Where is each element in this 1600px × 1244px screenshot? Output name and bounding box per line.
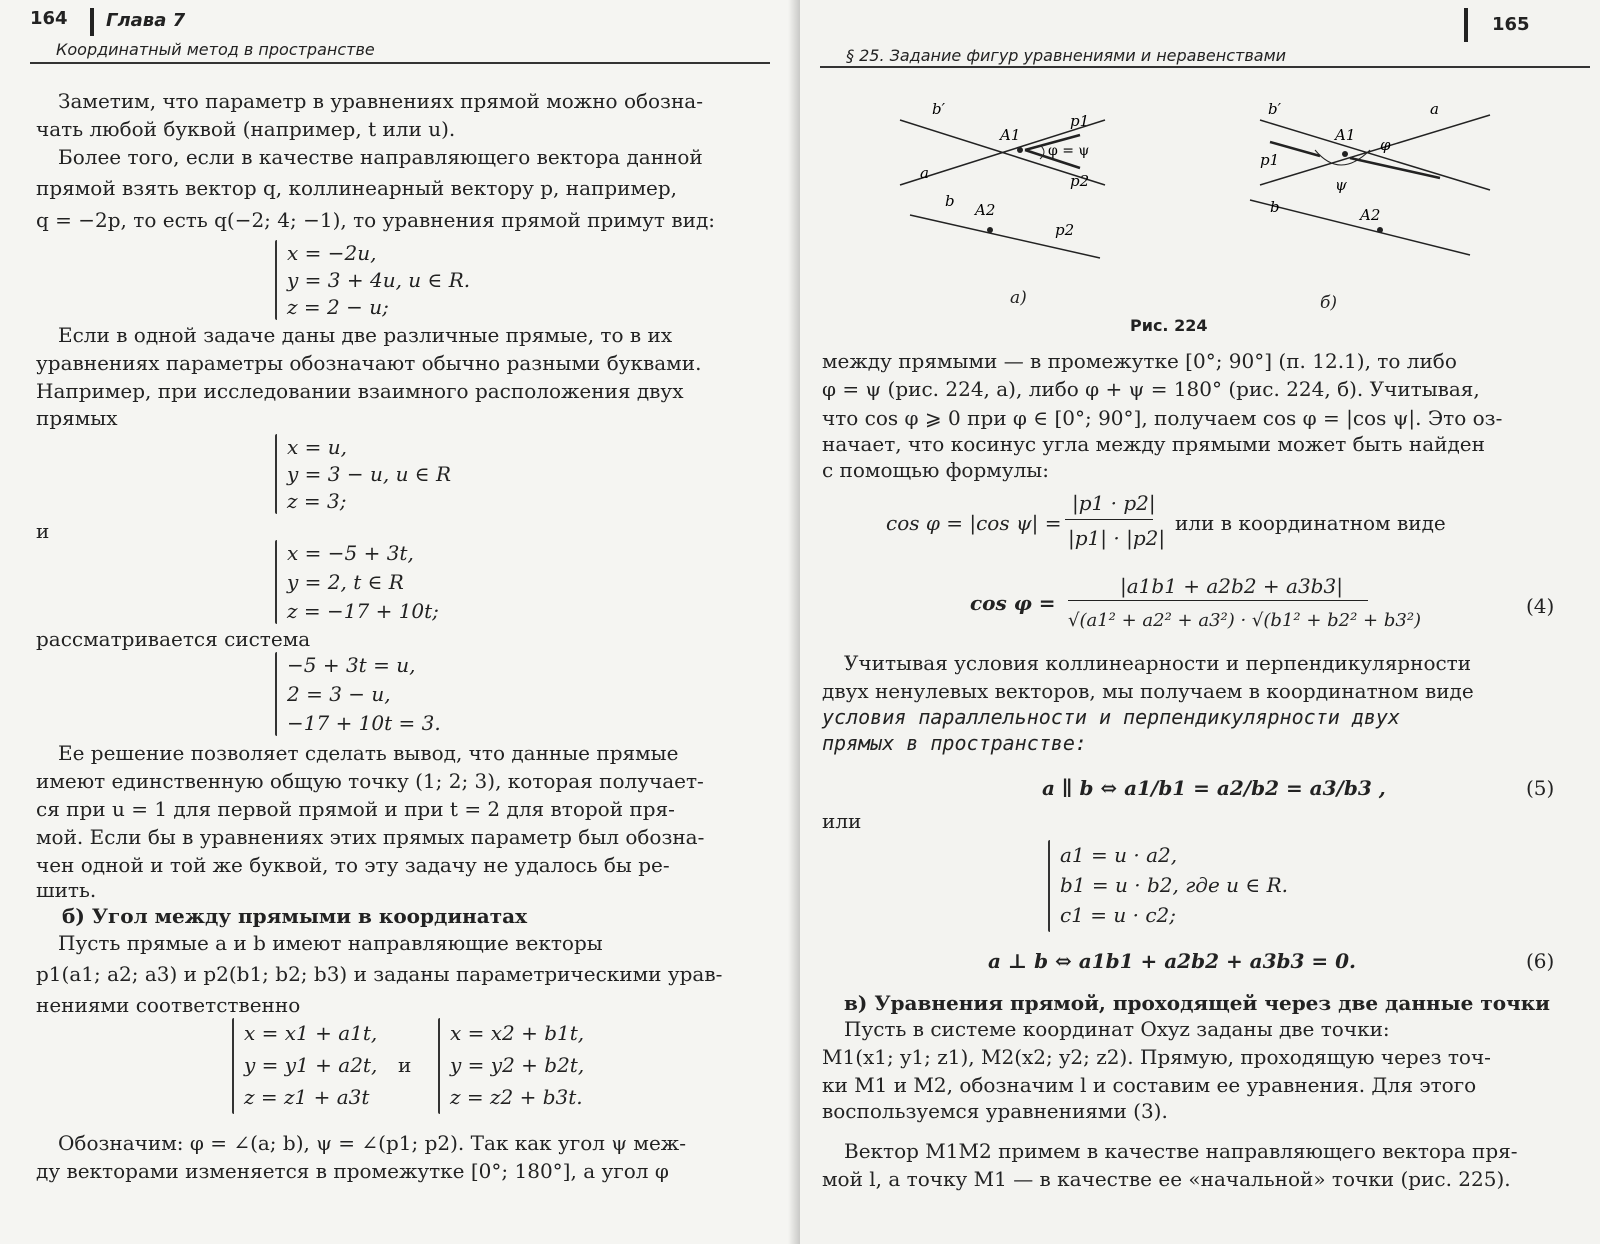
equation-number: (4) [1526,594,1555,618]
equation-line: y = y1 + a2t, [244,1053,378,1077]
header-bar [90,8,94,36]
equation-line: x = −5 + 3t, [287,541,414,565]
text-line: ся при u = 1 для первой прямой и при t = 2 для второй пря- [36,797,675,821]
text-line: q = −2p, то есть q(−2; 4; −1), то уравнения прямой примут вид: [36,208,715,232]
equation-system [275,652,441,736]
fig-label: A2 [1360,206,1381,224]
fig-label: a [920,164,929,182]
text-line: ду векторами изменяется в промежутке [0°; 180°], а угол φ [36,1159,669,1183]
text-line: Пусть прямые a и b имеют направляющие векторы [58,931,603,955]
equation-system [438,1018,585,1114]
text-line: Пусть в системе координат Oxyz заданы две точки: [844,1017,1390,1041]
equation-line: y = 2, t ∈ R [287,570,404,594]
fig-label: p2 [1055,221,1075,239]
equation-line: x = −2u, [287,241,377,265]
figure-224b [1230,90,1510,260]
text-line: φ = ψ (рис. 224, а), либо φ + ψ = 180° (рис. 224, б). Учитывая, [822,377,1480,401]
equation-line: c1 = u · c2; [1060,903,1177,927]
equation-system [275,434,452,514]
formula-text: или в координатном виде [1175,511,1446,535]
formula-numerator: |a1b1 + a2b2 + a3b3| [1120,574,1343,598]
fig-label: b′ [932,100,946,118]
text-line: уравнениях параметры обозначают обычно разными буквами. [36,351,702,375]
equation-line: −5 + 3t = u, [287,653,416,677]
text-line: мой l, а точку M1 — в качестве ее «начальной» точки (рис. 225). [822,1167,1511,1191]
equation-line: x = x1 + a1t, [244,1021,378,1045]
text-line: чен одной и той же буквой, то эту задачу не удалось бы ре- [36,853,670,877]
text-line: ки M1 и M2, обозначим l и составим ее уравнения. Для этого [822,1073,1477,1097]
header-rule [30,62,770,64]
formula-denominator: √(a1² + a2² + a3²) · √(b1² + b2² + b3²) [1068,610,1422,631]
fig-label: p2 [1070,172,1090,190]
text-line: рассматривается система [36,627,311,651]
text-line: прямых [36,406,118,430]
text-line: Учитывая условия коллинеарности и перпендикулярности [844,651,1472,675]
text-line: Ее решение позволяет сделать вывод, что данные прямые [58,741,679,765]
fraction-bar [1068,600,1368,601]
fig-label: b [1270,198,1280,216]
equation-line: z = z2 + b3t. [450,1085,583,1109]
formula-denominator: |p1| · |p2| [1068,526,1166,550]
figure-224a [880,90,1120,260]
formula-parallel: a ∥ b ⇔ a1/b1 = a2/b2 = a3/b3 , [1042,776,1386,800]
text-line: что cos φ ⩾ 0 при φ ∈ [0°; 90°], получаем cos φ = |cos ψ|. Это оз- [822,406,1503,430]
equation-system [275,240,471,320]
fraction-bar [1065,519,1153,520]
page-number-right: 165 [1492,14,1530,35]
page-number-left: 164 [30,8,68,29]
formula-numerator: |p1 · p2| [1072,491,1156,515]
fig-label: A1 [1335,126,1356,144]
text-line: Обозначим: φ = ∠(a; b), ψ = ∠(p1; p2). Так как угол ψ меж- [58,1131,686,1155]
header-rule [820,66,1590,68]
fig-label: b′ [1268,100,1282,118]
text-line: мой. Если бы в уравнениях этих прямых параметр был обозна- [36,825,705,849]
left-section-title: Координатный метод в пространстве [56,40,375,59]
text-line: шить. [36,878,97,902]
subsection-heading: в) Уравнения прямой, проходящей через две данные точки [844,991,1550,1015]
equation-line: y = y2 + b2t, [450,1053,585,1077]
equation-system [275,540,439,624]
conjunction: и [398,1053,412,1077]
fig-label: φ = ψ [1048,143,1090,159]
text-line: Например, при исследовании взаимного расположения двух [36,379,684,403]
equation-line: 2 = 3 − u, [287,682,391,706]
fig-label: p1 [1070,112,1090,130]
text-line: чать любой буквой (например, t или u). [36,117,456,141]
text-line: нениями соответственно [36,993,301,1017]
equation-system [1048,840,1288,932]
equation-line: z = −17 + 10t; [287,599,439,623]
equation-line: y = 3 + 4u, u ∈ R. [287,268,471,292]
text-line: прямых в пространстве: [822,731,1087,755]
fig-label: p1 [1260,151,1280,169]
fig-label: b [945,192,955,210]
text-line: или [822,809,862,833]
chapter-label: Глава 7 [106,10,186,31]
text-line: начает, что косинус угла между прямыми может быть найден [822,432,1485,456]
text-line: с помощью формулы: [822,458,1049,482]
equation-number: (5) [1526,776,1555,800]
equation-line: z = z1 + a3t [244,1085,370,1109]
equation-line: b1 = u · b2, где u ∈ R. [1060,873,1288,897]
header-bar [1464,8,1468,42]
figure-a-label: а) [1010,288,1027,308]
formula-perpendicular: a ⊥ b ⇔ a1b1 + a2b2 + a3b3 = 0. [988,949,1357,973]
text-line: Вектор M1M2 примем в качестве направляющего вектора пря- [844,1139,1518,1163]
text-line: Если в одной задаче даны две различные прямые, то в их [58,323,673,347]
equation-system [232,1018,378,1114]
equation-line: a1 = u · a2, [1060,843,1178,867]
text-line: M1(x1; y1; z1), M2(x2; y2; z2). Прямую, проходящую через точ- [822,1045,1491,1069]
figure-b-label: б) [1320,293,1338,313]
fig-label: A2 [975,201,996,219]
fig-label: ψ [1335,176,1347,194]
equation-line: y = 3 − u, u ∈ R [287,462,452,486]
equation-line: x = x2 + b1t, [450,1021,585,1045]
text-line: p1(a1; a2; a3) и p2(b1; b2; b3) и заданы параметрическими урав- [36,962,723,986]
right-section-title: § 25. Задание фигур уравнениями и неравенствами [846,46,1287,65]
right-page [800,0,1600,1244]
fig-label: a [1430,100,1439,118]
equation-line: z = 2 − u; [287,295,389,319]
text-line: Более того, если в качестве направляющего вектора данной [58,145,703,169]
fig-label: A1 [1000,126,1021,144]
subsection-heading: б) Угол между прямыми в координатах [62,904,528,928]
formula-left: cos φ = |cos ψ| = [886,511,1062,535]
text-line: воспользуемся уравнениями (3). [822,1099,1168,1123]
text-line: Заметим, что параметр в уравнениях прямой можно обозна- [58,89,703,113]
equation-line: x = u, [287,435,347,459]
equation-line: −17 + 10t = 3. [287,711,441,735]
text-line: имеют единственную общую точку (1; 2; 3), которая получает- [36,769,704,793]
fig-label: φ [1380,136,1391,154]
text-line: прямой взять вектор q, коллинеарный вектору p, например, [36,176,678,200]
text-line: между прямыми — в промежутке [0°; 90°] (п. 12.1), то либо [822,349,1457,373]
text-line: двух ненулевых векторов, мы получаем в координатном виде [822,679,1474,703]
figure-caption: Рис. 224 [1130,316,1208,335]
text-line: и [36,519,50,543]
formula-left: cos φ = [970,591,1056,615]
equation-line: z = 3; [287,489,347,513]
text-line: условия параллельности и перпендикулярности двух [822,705,1400,729]
equation-number: (6) [1526,949,1555,973]
